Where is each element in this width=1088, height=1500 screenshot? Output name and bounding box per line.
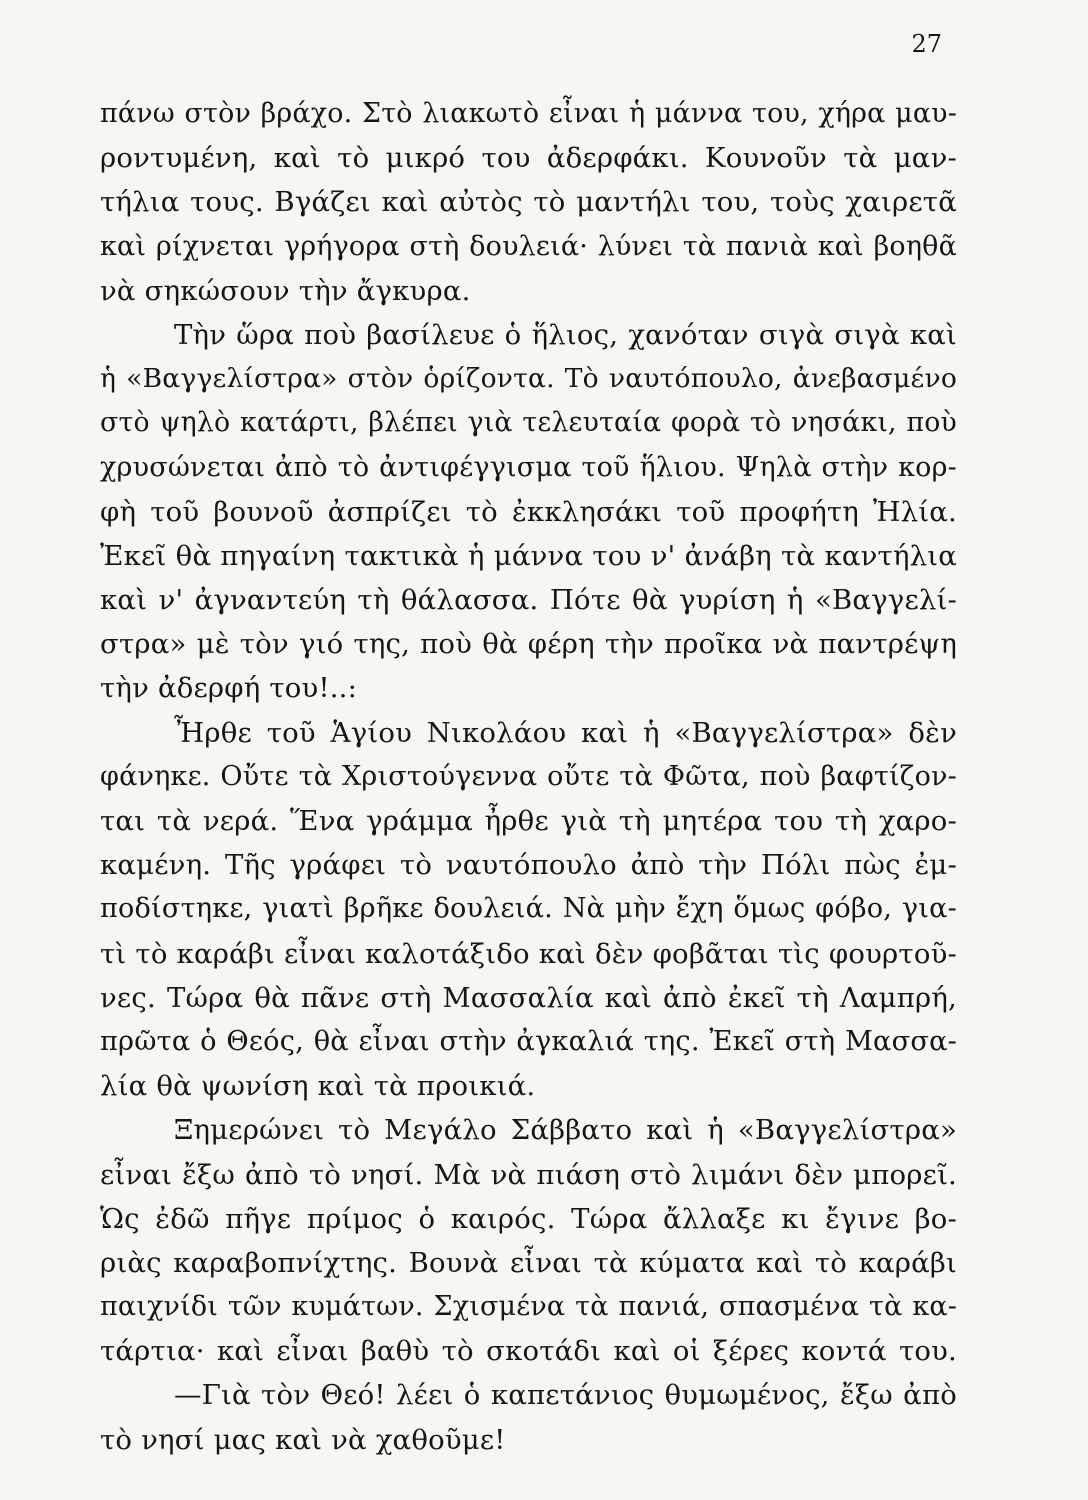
text-line: πρῶτα ὁ Θεός, θὰ εἶναι στὴν ἀγκαλιά της. Ἐκεῖ στὴ Μασσα- <box>100 1025 957 1057</box>
text-line: Ἦρθε τοῦ Ἁγίου Νικολάου καὶ ἡ «Βαγγελίστρα» δὲν <box>174 716 957 749</box>
text-line: φὴ τοῦ βουνοῦ ἀσπρίζει τὸ ἐκκλησάκι τοῦ προφήτη Ἠλία. <box>100 495 957 528</box>
text-line: πάνω στὸν βράχο. Στὸ λιακωτὸ εἶναι ἡ μάννα του, χήρα μαυ- <box>100 98 957 129</box>
text-line: καὶ ν' ἀγναντεύη τὴ θάλασσα. Πότε θὰ γυρίση ἡ «Βαγγελί- <box>100 584 957 617</box>
text-line: τὴν ἀδερφή του!..: <box>100 672 358 705</box>
text-line: Ὡς ἐδῶ πῆγε πρίμος ὁ καιρός. Τώρα ἄλλαξε κι ἔγινε βο- <box>100 1202 957 1235</box>
text-line: καμένη. Τῆς γράφει τὸ ναυτόπουλο ἀπὸ τὴν Πόλι πὼς ἐμ- <box>100 849 957 882</box>
text-line: καὶ ρίχνεται γρήγορα στὴ δουλειά· λύνει τὰ πανιὰ καὶ βοηθᾶ <box>100 230 957 262</box>
text-line: λία θὰ ψωνίση καὶ τὰ προικιά. <box>100 1070 536 1103</box>
text-line: ἡ «Βαγγελίστρα» στὸν ὁρίζοντα. Τὸ ναυτόπουλο, ἀνεβασμένο <box>100 363 957 395</box>
text-line: στρα» μὲ τὸν γιό της, ποὺ θὰ φέρη τὴν προῖκα νὰ παντρέψη <box>100 628 957 661</box>
text-line: Ἐκεῖ θὰ πηγαίνη τακτικὰ ἡ μάννα του ν' ἀνάβη τὰ καντήλια <box>100 539 957 572</box>
text-line: τήλια τους. Βγάζει καὶ αὐτὸς τὸ μαντήλι του, τοὺς χαιρετᾶ <box>100 186 957 219</box>
text-line: φάνηκε. Οὔτε τὰ Χριστούγεννα οὔτε τὰ Φῶτα, ποὺ βαφτίζον- <box>100 760 957 792</box>
text-line: νες. Τώρα θὰ πᾶνε στὴ Μασσαλία καὶ ἀπὸ ἐκεῖ τὴ Λαμπρή, <box>100 981 957 1014</box>
text-line: παιχνίδι τῶν κυμάτων. Σχισμένα τὰ πανιά, σπασμένα τὰ κα- <box>100 1291 957 1323</box>
text-line: ριὰς καραβοπνίχτης. Βουνὰ εἶναι τὰ κύματα καὶ τὸ καράβι <box>100 1246 957 1279</box>
text-line: Ξημερώνει τὸ Μεγάλο Σάββατο καὶ ἡ «Βαγγελίστρα» <box>174 1114 957 1147</box>
text-line: ροντυμένη, καὶ τὸ μικρό του ἀδερφάκι. Κουνοῦν τὰ μαν- <box>100 142 957 175</box>
text-line: εἶναι ἔξω ἀπὸ τὸ νησί. Μὰ νὰ πιάση στὸ λιμάνι δὲν μπορεῖ. <box>100 1158 957 1191</box>
text-line: στὸ ψηλὸ κατάρτι, βλέπει γιὰ τελευταία φορὰ τὸ νησάκι, ποὺ <box>100 407 957 439</box>
text-line: ται τὰ νερά. Ἕνα γράμμα ἦρθε γιὰ τὴ μητέρα του τὴ χαρο- <box>100 805 957 837</box>
page-number: 27 <box>911 30 942 58</box>
body-text <box>100 92 957 1462</box>
text-line: τὸ νησί μας καὶ νὰ χαθοῦμε! <box>100 1423 506 1456</box>
text-line: νὰ σηκώσουν τὴν ἄγκυρα. <box>100 274 471 307</box>
text-line: Τὴν ὥρα ποὺ βασίλευε ὁ ἥλιος, χανόταν σιγὰ σιγὰ καὶ <box>174 318 957 351</box>
text-line: τάρτια· καὶ εἶναι βαθὺ τὸ σκοτάδι καὶ οἱ ξέρες κοντά του. <box>100 1335 957 1368</box>
text-line: τὶ τὸ καράβι εἶναι καλοτάξιδο καὶ δὲν φοβᾶται τὶς φουρτοῦ- <box>100 937 957 970</box>
text-line: χρυσώνεται ἀπὸ τὸ ἀντιφέγγισμα τοῦ ἥλιου. Ψηλὰ στὴν κορ- <box>100 451 957 483</box>
text-line: —Γιὰ τὸν Θεό! λέει ὁ καπετάνιος θυμωμένος, ἔξω ἀπὸ <box>174 1379 957 1412</box>
text-line: ποδίστηκε, γιατὶ βρῆκε δουλειά. Νὰ μὴν ἔχη ὅμως φόβο, για- <box>100 893 957 925</box>
